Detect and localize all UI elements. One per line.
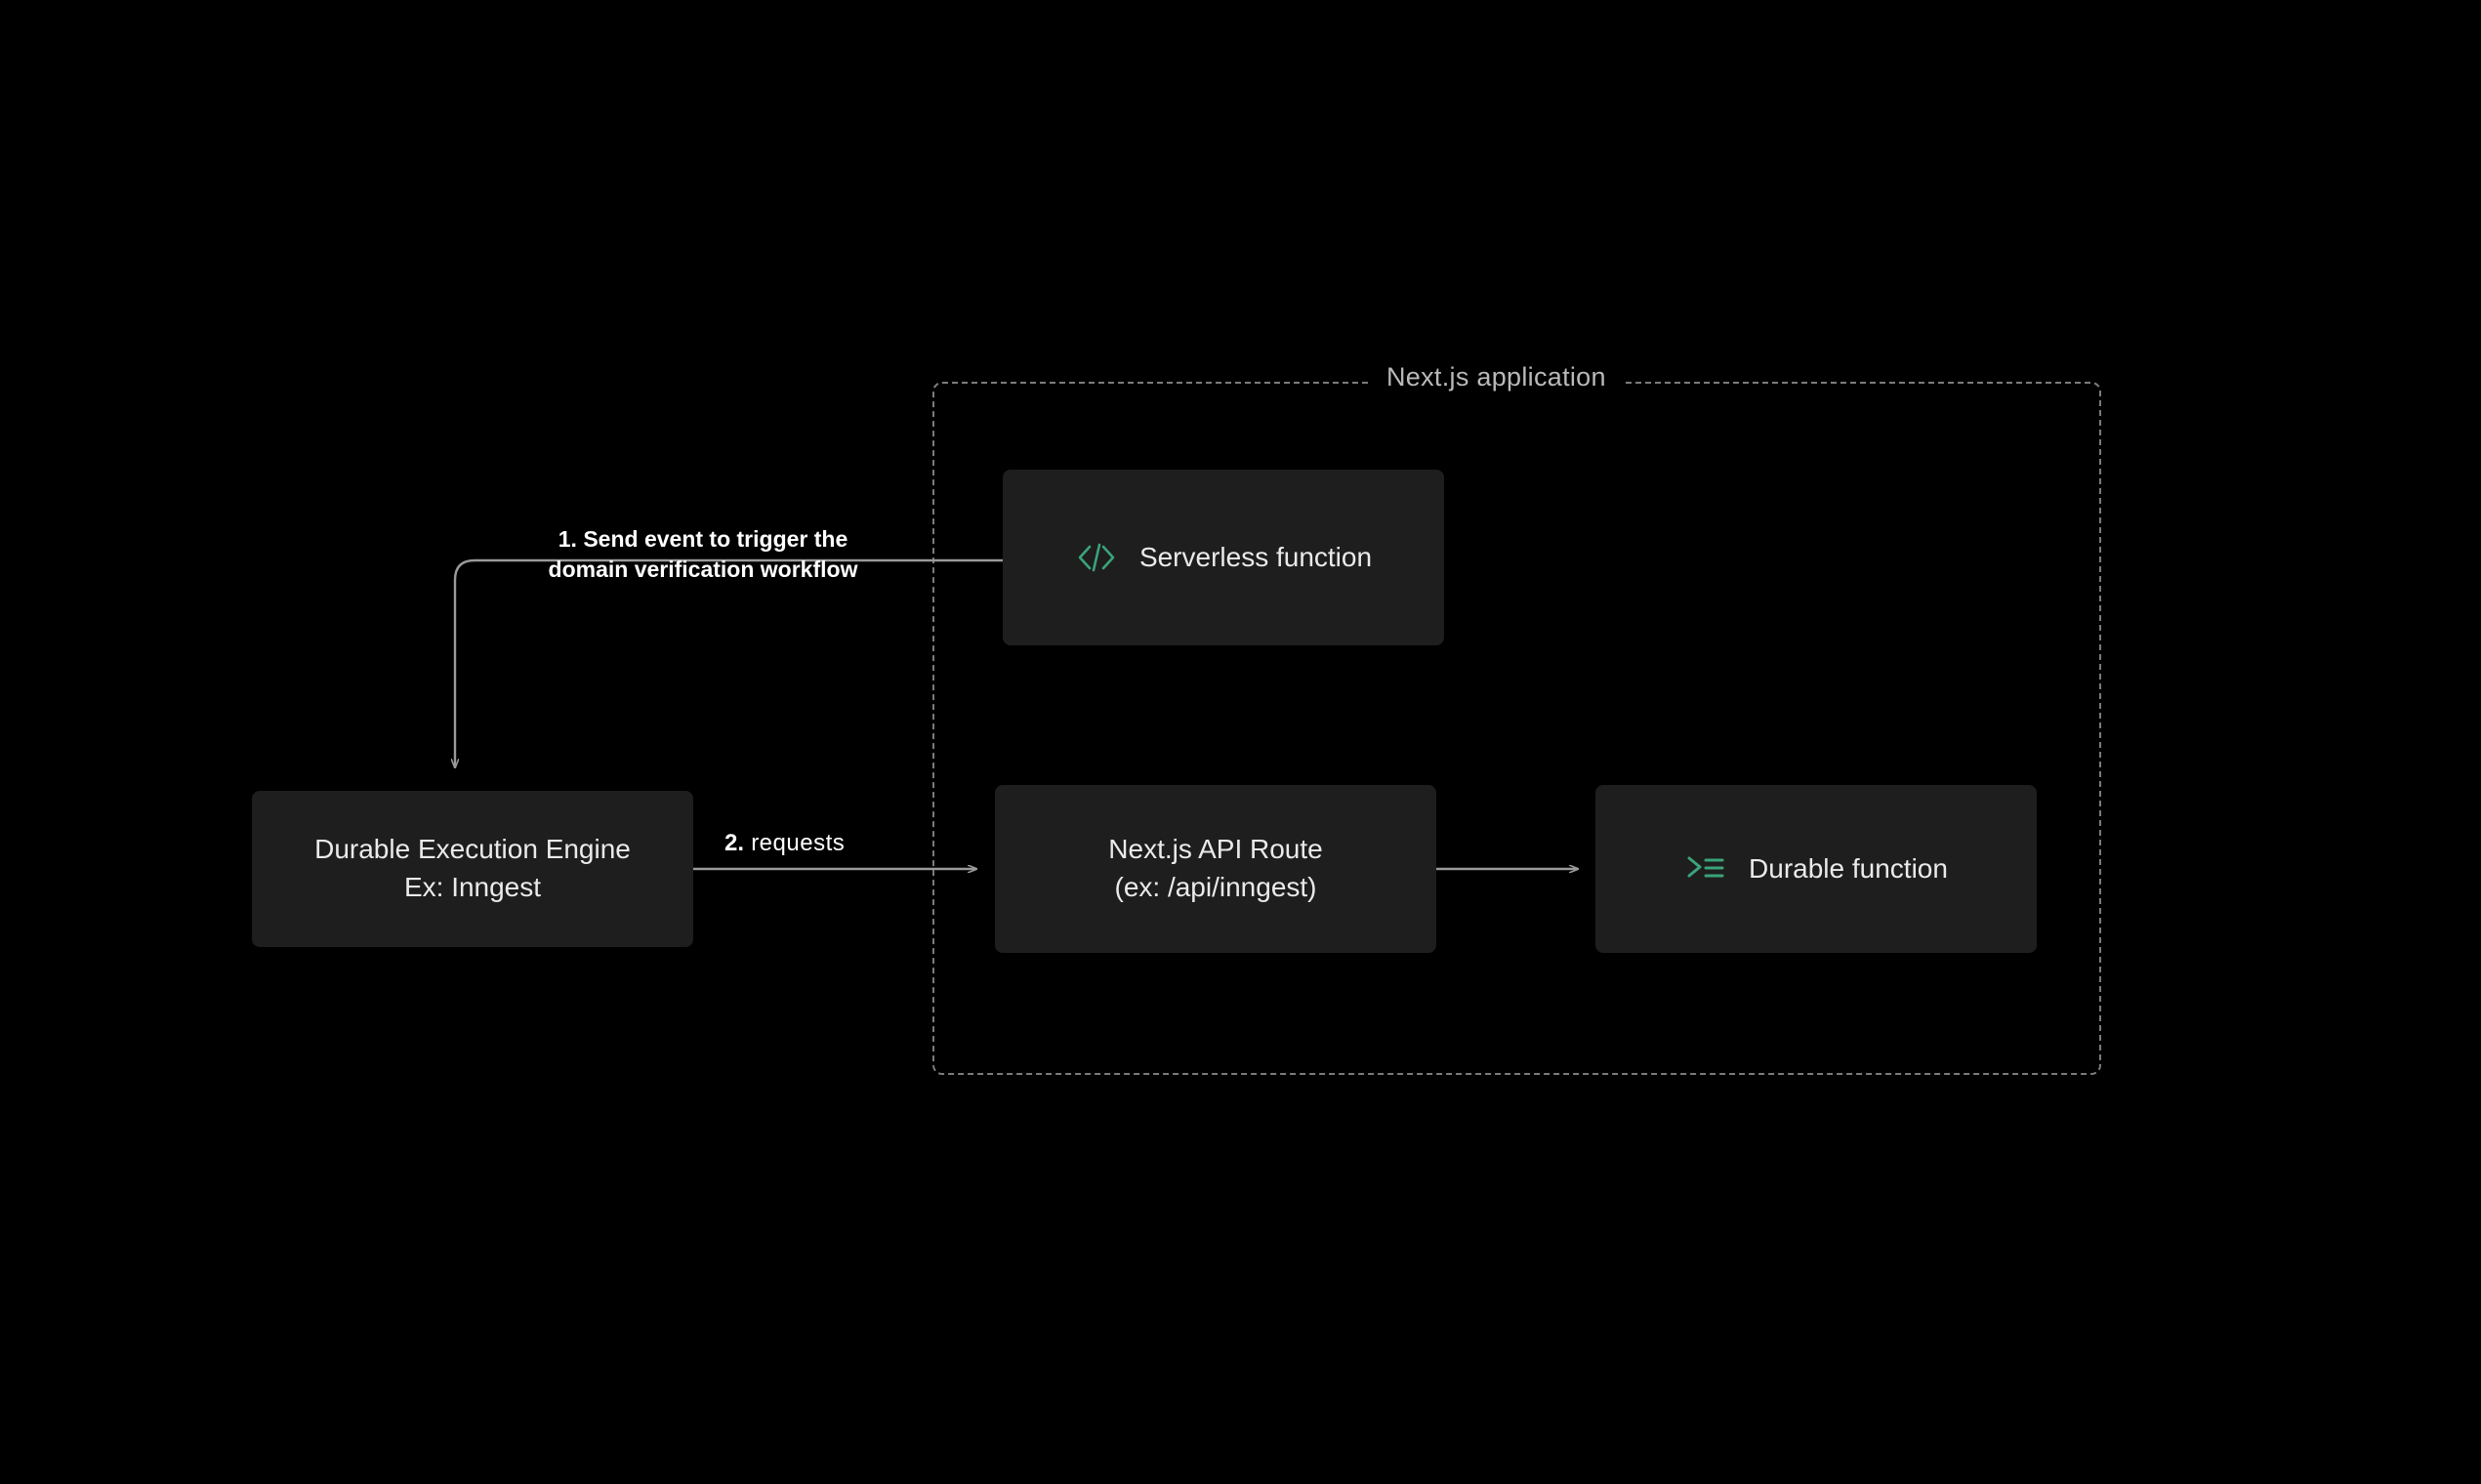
edge-send-event-label (527, 524, 879, 585)
node-serverless-function-label: Serverless function (1138, 541, 1373, 572)
node-durable-function[interactable] (1595, 785, 2037, 953)
node-durable-function-label: Durable function (1749, 852, 1948, 884)
node-nextjs-api-route-sublabel: (ex: /api/inngest) (1114, 872, 1317, 902)
edge-requests-text: requests (751, 830, 846, 856)
node-nextjs-api-route-label: Next.js API Route (1108, 834, 1323, 865)
edge-send-event-label-line2: domain verification workflow (548, 556, 858, 583)
terminal-list-icon (1684, 849, 1727, 888)
node-durable-execution-engine-sublabel: Ex: Inngest (403, 872, 542, 902)
edge-send-event-label-line1: 1. Send event to trigger the (558, 526, 848, 552)
code-brackets-icon (1075, 538, 1118, 577)
node-serverless-function[interactable] (1003, 470, 1444, 645)
node-nextjs-api-route[interactable] (995, 785, 1436, 953)
nextjs-application-group-label: Next.js application (1371, 362, 1622, 392)
edge-requests-label (724, 828, 845, 859)
edge-send-event-path (455, 560, 1003, 767)
node-durable-execution-engine[interactable] (252, 791, 693, 947)
node-durable-execution-engine-label: Durable Execution Engine (314, 834, 631, 865)
edge-requests-number: 2. (724, 830, 745, 856)
